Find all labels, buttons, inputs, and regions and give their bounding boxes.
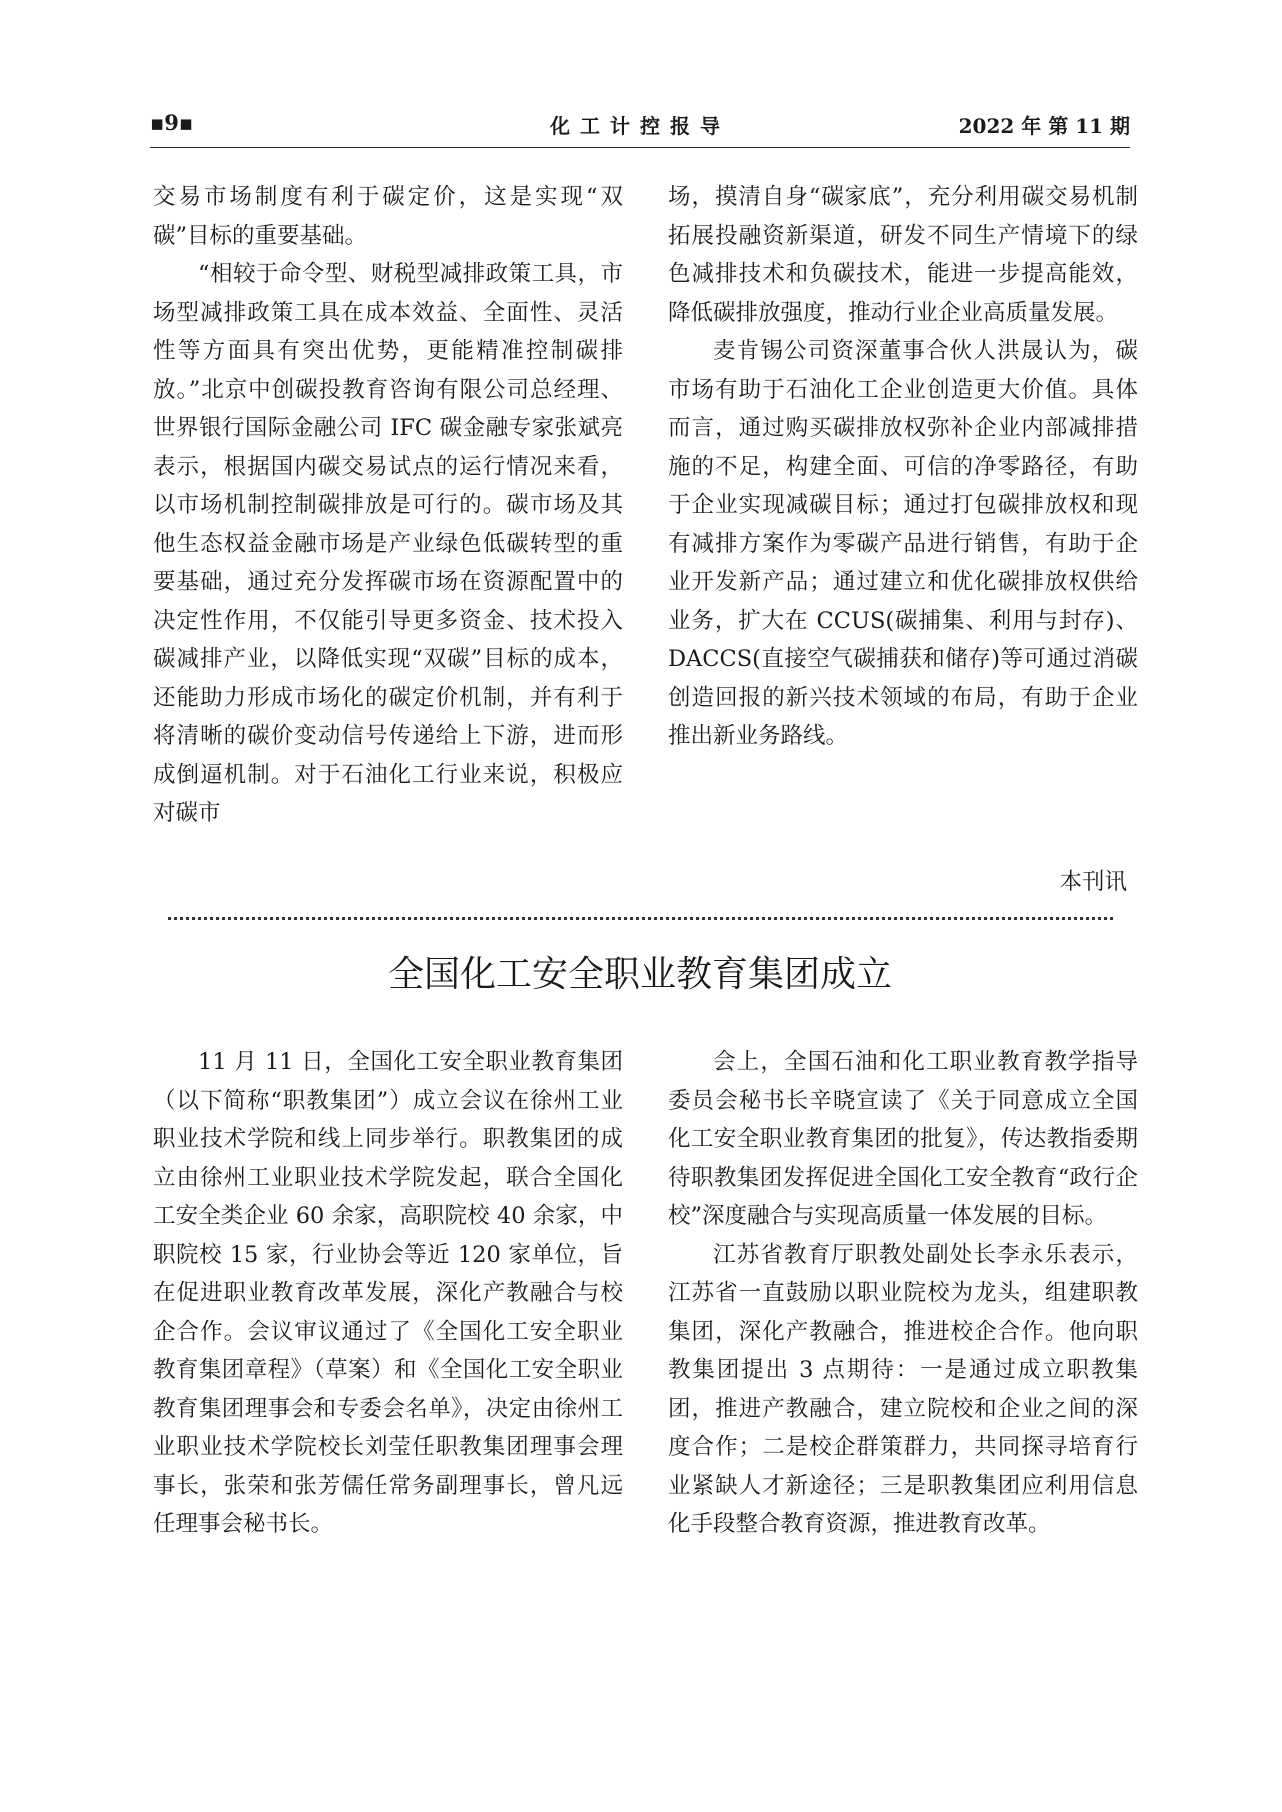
article2-right-column: [668, 1043, 1138, 1544]
article1-left-paragraph-1: 交易市场制度有利于碳定价，这是实现“双碳”目标的重要基础。: [153, 184, 623, 249]
article2-right-paragraph-2: 江苏省教育厅职教处副处长李永乐表示，江苏省一直鼓励以职业院校为龙头，组建职教集团，深化产教融合，推进校企合作。他向职教集团提出 3 点期待：一是通过成立职教集团，推进产教融合，建立院校和企业之间的深度合作；二是校企群策群力，共同探寻培育行业紧缺人才新途径；三是职教集团应利用信息化手段整合教育资源，推进教育改革。: [668, 1241, 1138, 1537]
article2-right-paragraph-1: 会上，全国石油和化工职业教育教学指导委员会秘书长辛晓宣读了《关于同意成立全国化工安全职业教育集团的批复》，传达教指委期待职教集团发挥促进全国化工安全教育“政行企校”深度融合与实现高质量一体发展的目标。: [668, 1049, 1138, 1229]
article1-signoff: 本刊讯: [1059, 869, 1127, 895]
article2-left-column: [153, 1043, 623, 1544]
article1-right-column: [668, 178, 1138, 756]
article1-right-paragraph-1: 场，摸清自身“碳家底”，充分利用碳交易机制拓展投融资新渠道，研发不同生产情境下的绿色减排技术和负碳技术，能进一步提高能效，降低碳排放强度，推动行业企业高质量发展。: [668, 184, 1138, 326]
article1-left-column: [153, 178, 623, 833]
running-header: [150, 104, 1130, 140]
page-number: ▪9▪: [150, 110, 194, 135]
issue-label: 2022 年 第 11 期: [958, 114, 1130, 138]
article1-left-paragraph-2: “相较于命令型、财税型减排政策工具，市场型减排政策工具在成本效益、全面性、灵活性等方面具有突出优势，更能精准控制碳排放。”北京中创碳投教育咨询有限公司总经理、世界银行国际金融公司 IFC 碳金融专家张斌亮表示，根据国内碳交易试点的运行情况来看，以市场机制控制碳排放是可行的。碳市场及其他生态权益金融市场是产业绿色低碳转型的重要基础，通过充分发挥碳市场在资源配置中的决定性作用，不仅能引导更多资金、技术投入碳减排产业，以降低实现“双碳”目标的成本，还能助力形成市场化的碳定价机制，并有利于将清晰的碳价变动信号传递给上下游，进而形成倒逼机制。对于石油化工行业来说，积极应对碳市: [153, 261, 623, 826]
journal-title: 化工计控报导: [550, 114, 730, 138]
article2-left-paragraph-1: 11 月 11 日，全国化工安全职业教育集团（以下简称“职教集团”）成立会议在徐州工业职业技术学院和线上同步举行。职教集团的成立由徐州工业职业技术学院发起，联合全国化工安全类企业 60 余家，高职院校 40 余家，中职院校 15 家，行业协会等近 120 家单位，旨在促进职业教育改革发展，深化产教融合与校企合作。会议审议通过了《全国化工安全职业教育集团章程》（草案）和《全国化工安全职业教育集团理事会和专委会名单》，决定由徐州工业职业技术学院校长刘莹任职教集团理事会理事长，张荣和张芳儒任常务副理事长，曾凡远任理事会秘书长。: [153, 1049, 623, 1537]
article2-title: 全国化工安全职业教育集团成立: [387, 954, 892, 995]
header-rule: [150, 147, 1130, 148]
article1-right-paragraph-2: 麦肯锡公司资深董事合伙人洪晟认为，碳市场有助于石油化工企业创造更大价值。具体而言，通过购买碳排放权弥补企业内部减排措施的不足，构建全面、可信的净零路径，有助于企业实现减碳目标；通过打包碳排放权和现有减排方案作为零碳产品进行销售，有助于企业开发新产品；通过建立和优化碳排放权供给业务，扩大在 CCUS(碳捕集、利用与封存)、DACCS(直接空气碳捕获和储存)等可通过消碳创造回报的新兴技术领域的布局，有助于企业推出新业务路线。: [668, 338, 1138, 749]
section-divider: [168, 917, 1113, 920]
